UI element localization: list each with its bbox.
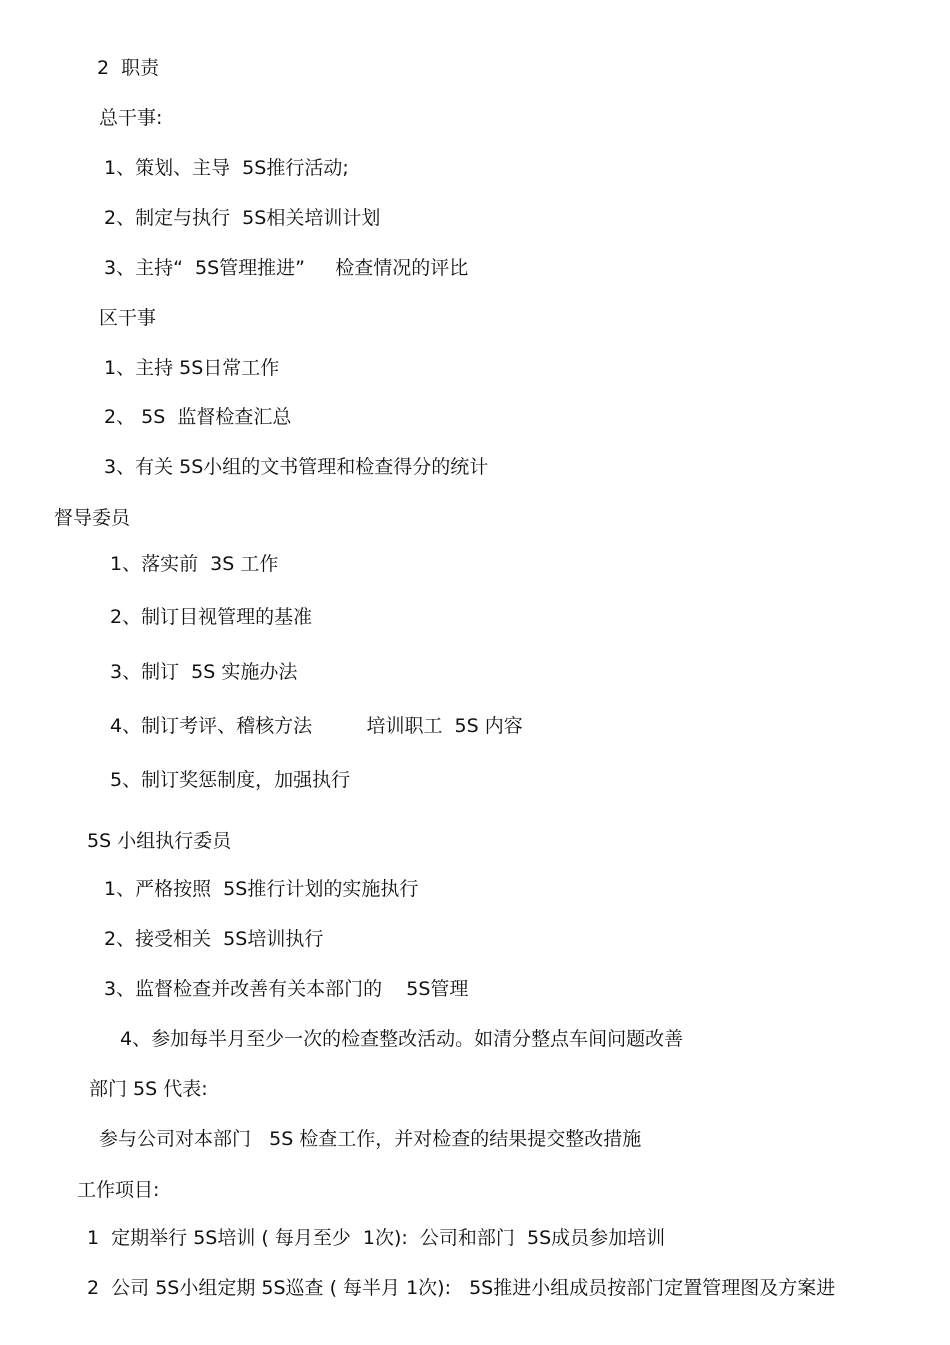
group-committee-item: 2、接受相关 5S培训执行 — [104, 928, 324, 950]
department-rep-text: 参与公司对本部门 5S 检查工作，并对检查的结果提交整改措施 — [99, 1128, 642, 1150]
group-committee-title: 5S 小组执行委员 — [87, 830, 232, 852]
work-item: 1 定期举行 5S培训 ( 每月至少 1次): 公司和部门 5S成员参加培训 — [87, 1227, 666, 1249]
department-rep-title: 部门 5S 代表: — [89, 1078, 208, 1100]
work-items-title: 工作项目: — [77, 1179, 160, 1201]
work-item: 2 公司 5S小组定期 5S巡查 ( 每半月 1次): 5S推进小组成员按部门定置管理图及方案进 — [87, 1277, 836, 1299]
general-secretary-item: 1、策划、主导 5S推行活动; — [104, 157, 349, 179]
district-secretary-item: 2、 5S 监督检查汇总 — [104, 406, 292, 428]
district-secretary-item: 1、主持 5S日常工作 — [104, 357, 280, 379]
general-secretary-item: 3、主持“ 5S管理推进” 检查情况的评比 — [104, 257, 469, 279]
section-heading: 2 职责 — [97, 57, 160, 79]
supervisory-committee-title: 督导委员 — [54, 507, 131, 529]
group-committee-item: 3、监督检查并改善有关本部门的 5S管理 — [104, 978, 469, 1000]
group-committee-item: 1、严格按照 5S推行计划的实施执行 — [104, 878, 419, 900]
district-secretary-title: 区干事 — [99, 307, 157, 329]
supervisory-item: 1、落实前 3S 工作 — [110, 553, 279, 575]
general-secretary-item: 2、制定与执行 5S相关培训计划 — [104, 207, 381, 229]
supervisory-item: 2、制订目视管理的基准 — [110, 606, 313, 628]
district-secretary-item: 3、有关 5S小组的文书管理和检查得分的统计 — [104, 456, 489, 478]
supervisory-item: 5、制订奖惩制度，加强执行 — [110, 769, 351, 791]
supervisory-item: 4、制订考评、稽核方法 培训职工 5S 内容 — [110, 715, 523, 737]
general-secretary-title: 总干事: — [99, 107, 163, 129]
group-committee-item: 4、参加每半月至少一次的检查整改活动。如清分整点车间问题改善 — [120, 1028, 684, 1050]
supervisory-item: 3、制订 5S 实施办法 — [110, 661, 298, 683]
